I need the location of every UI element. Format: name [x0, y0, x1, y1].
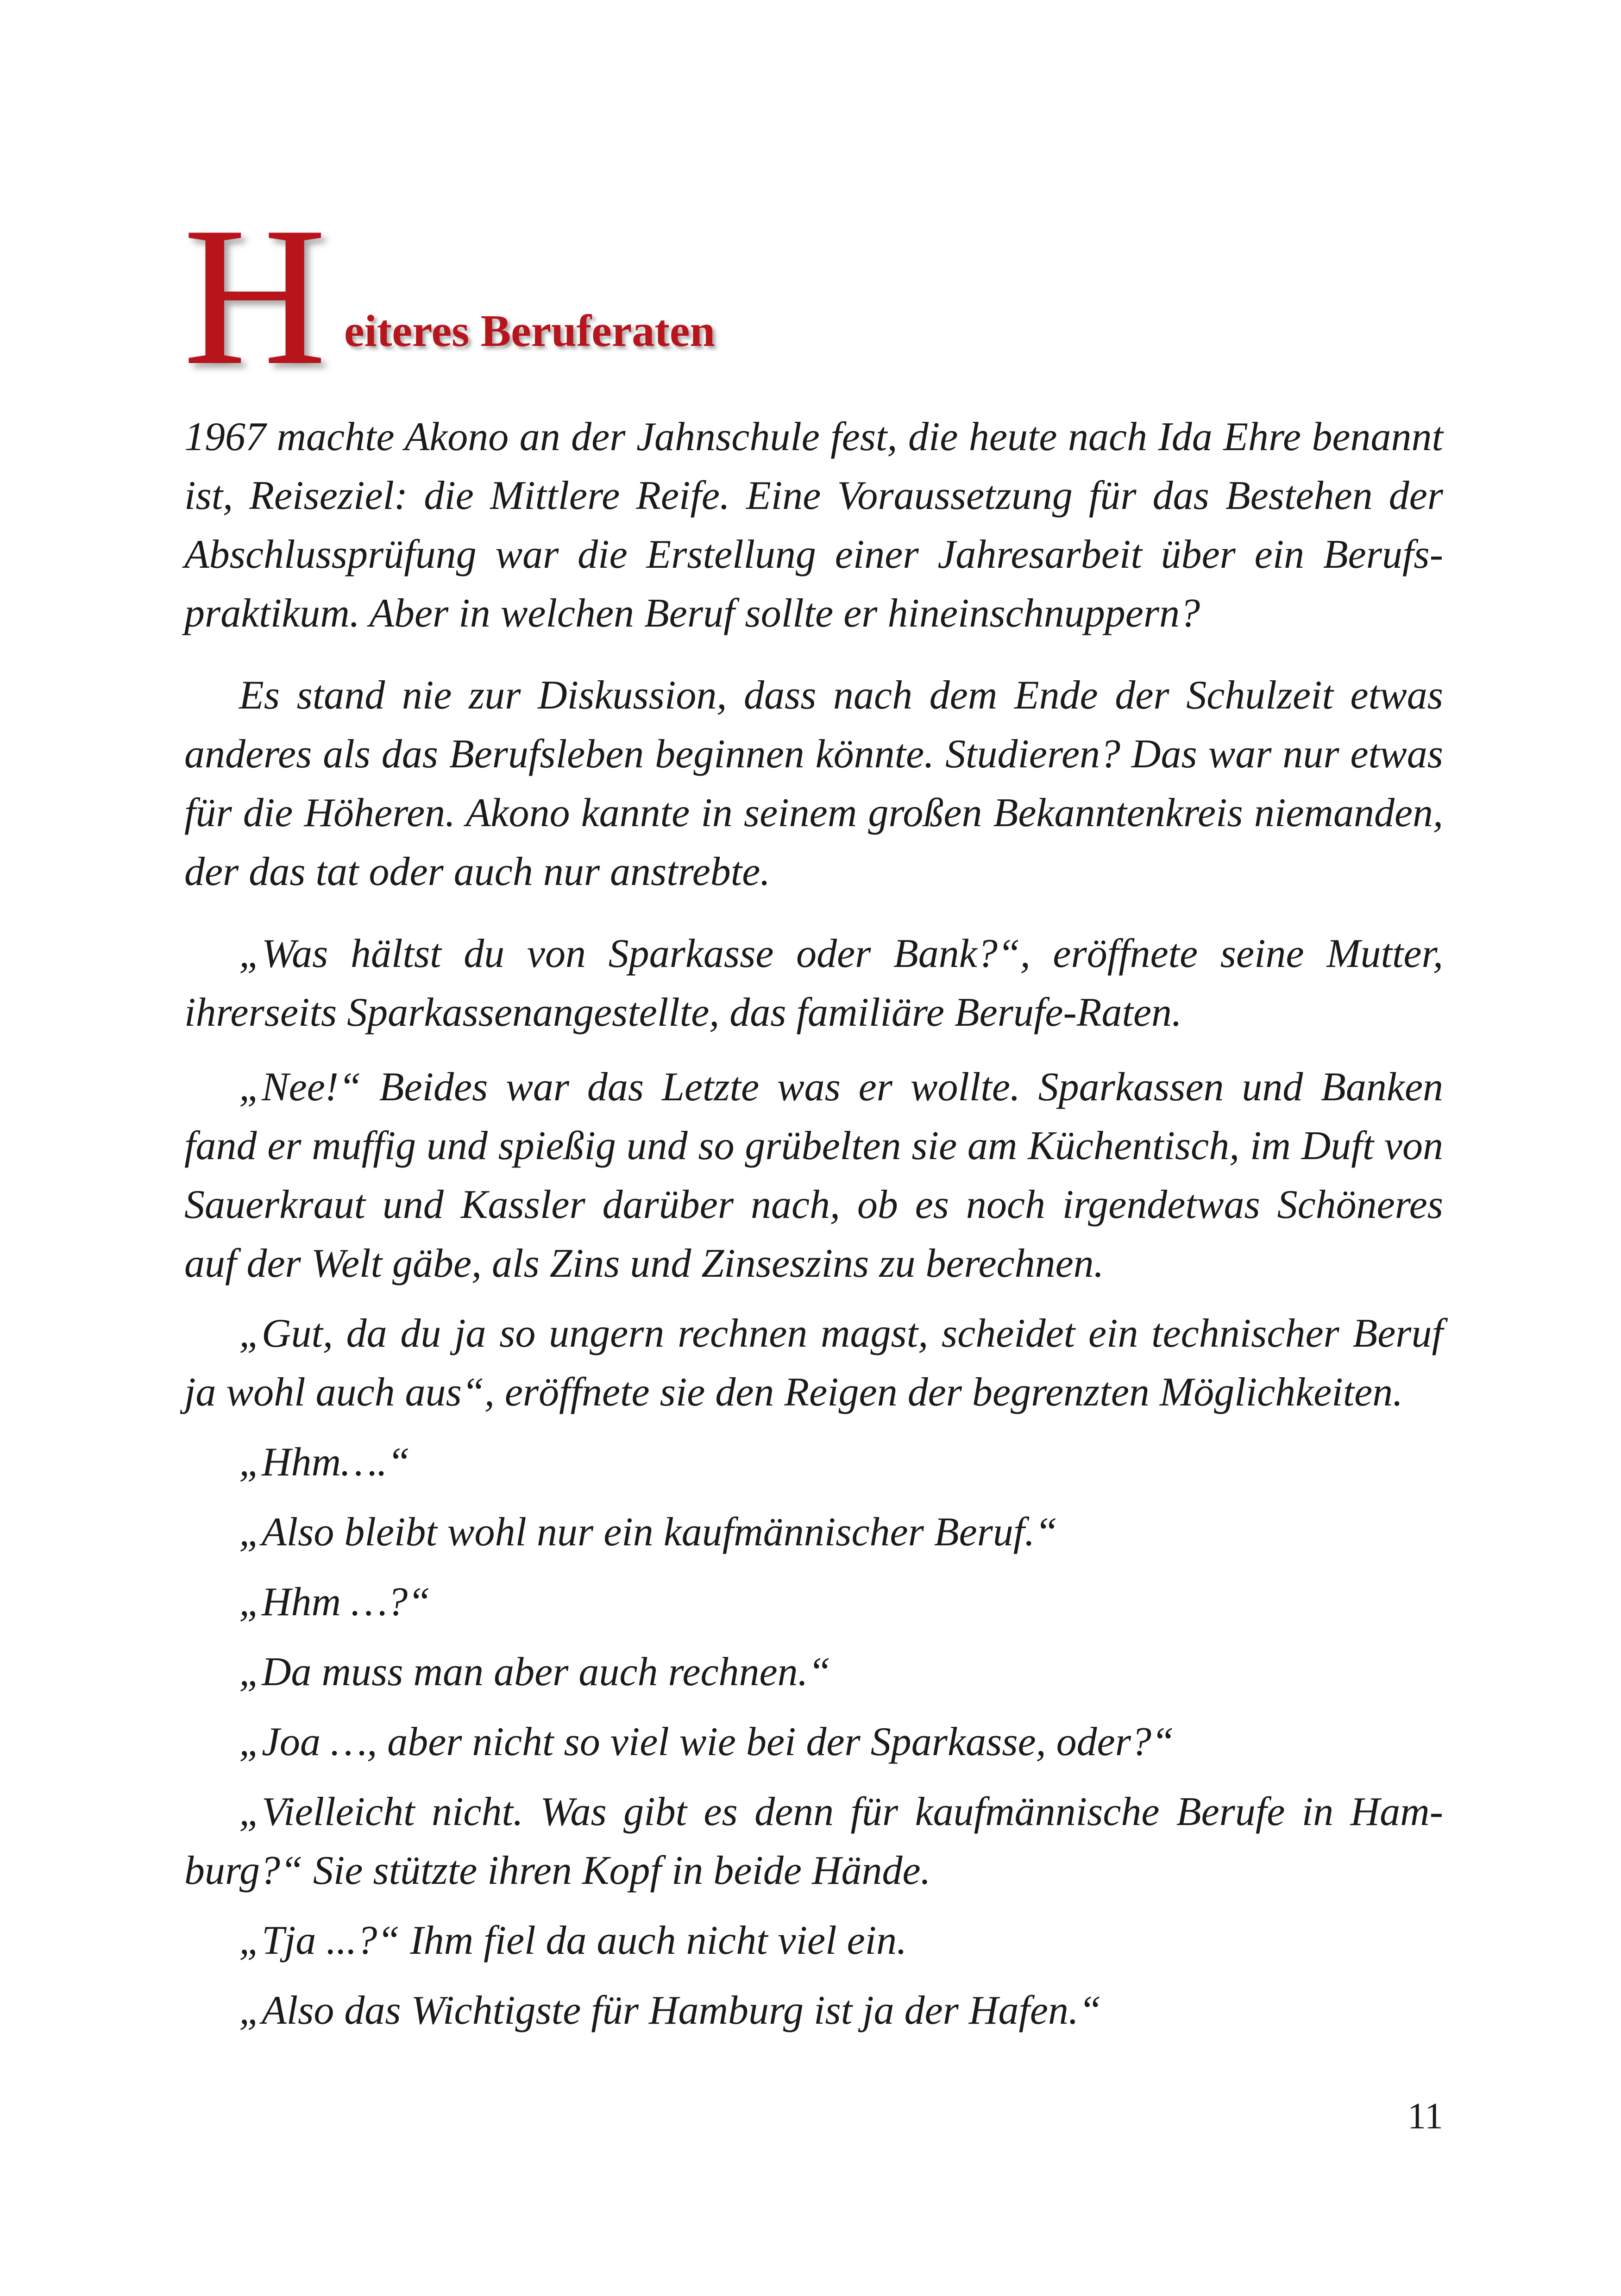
dialogue-line: „Hhm….“	[239, 1440, 410, 1485]
dialogue-line: „Joa …, aber nicht so viel wie bei der Sparkasse, oder?“	[239, 1719, 1174, 1764]
dialogue-line: „Hhm …?“	[239, 1580, 431, 1625]
paragraph: „Vielleicht nicht. Was gibt es denn für kaufmännische Berufe in Hamburg?“ Sie stützte ihren Kopf in beide Hände.	[184, 1789, 1443, 1893]
paragraph-intro: 1967 machte Akono an der Jahnschule fest, die heute nach Ida Ehre benannt ist, Reiseziel: die Mittlere Reife. Eine Voraussetzung für das Bestehen der Abschlussprüfung war die Erstellung einer Jahresarbeit über ein Berufspraktikum. Aber in welchen Beruf sollte er hineinschnuppern?	[184, 414, 1443, 636]
dialogue-line: „Tja ...?“ Ihm fiel da auch nicht viel ein.	[239, 1918, 907, 1963]
drop-cap: H	[183, 186, 327, 407]
paragraph: „Gut, da du ja so ungern rechnen magst, scheidet ein technischer Beruf ja wohl auch aus“, eröffnete sie den Reigen der begrenzten Möglichkeiten.	[184, 1311, 1443, 1415]
chapter-title: eiteres Beruferaten	[344, 306, 715, 356]
dialogue-line: „Also das Wichtigste für Hamburg ist ja der Hafen.“	[239, 1988, 1101, 2033]
dialogue-line: „Da muss man aber auch rechnen.“	[239, 1650, 831, 1694]
dialogue-line: „Also bleibt wohl nur ein kaufmännischer Beruf.“	[239, 1510, 1058, 1555]
paragraph: „Nee!“ Beides war das Letzte was er wollte. Sparkassen und Banken fand er muffig und spießig und so grübelten sie am Küchentisch, im Duft von Sauerkraut und Kassler darüber nach, ob es noch irgendetwas Schöneres auf der Welt gäbe, als Zins und Zinseszins zu berechnen.	[184, 1065, 1443, 1286]
body-text	[184, 408, 1443, 2051]
page-number: 11	[1407, 2096, 1443, 2137]
paragraph: „Was hältst du von Sparkasse oder Bank?“, eröffnete seine Mutter, ihrerseits Sparkassenangestellte, das familiäre Berufe-Raten.	[184, 931, 1443, 1035]
paragraph: Es stand nie zur Diskussion, dass nach dem Ende der Schulzeit etwas anderes als das Berufsleben beginnen könnte. Studieren? Das war nur etwas für die Höheren. Akono kannte in seinem großen Bekanntenkreis niemanden, der das tat oder auch nur anstrebte.	[184, 673, 1443, 894]
